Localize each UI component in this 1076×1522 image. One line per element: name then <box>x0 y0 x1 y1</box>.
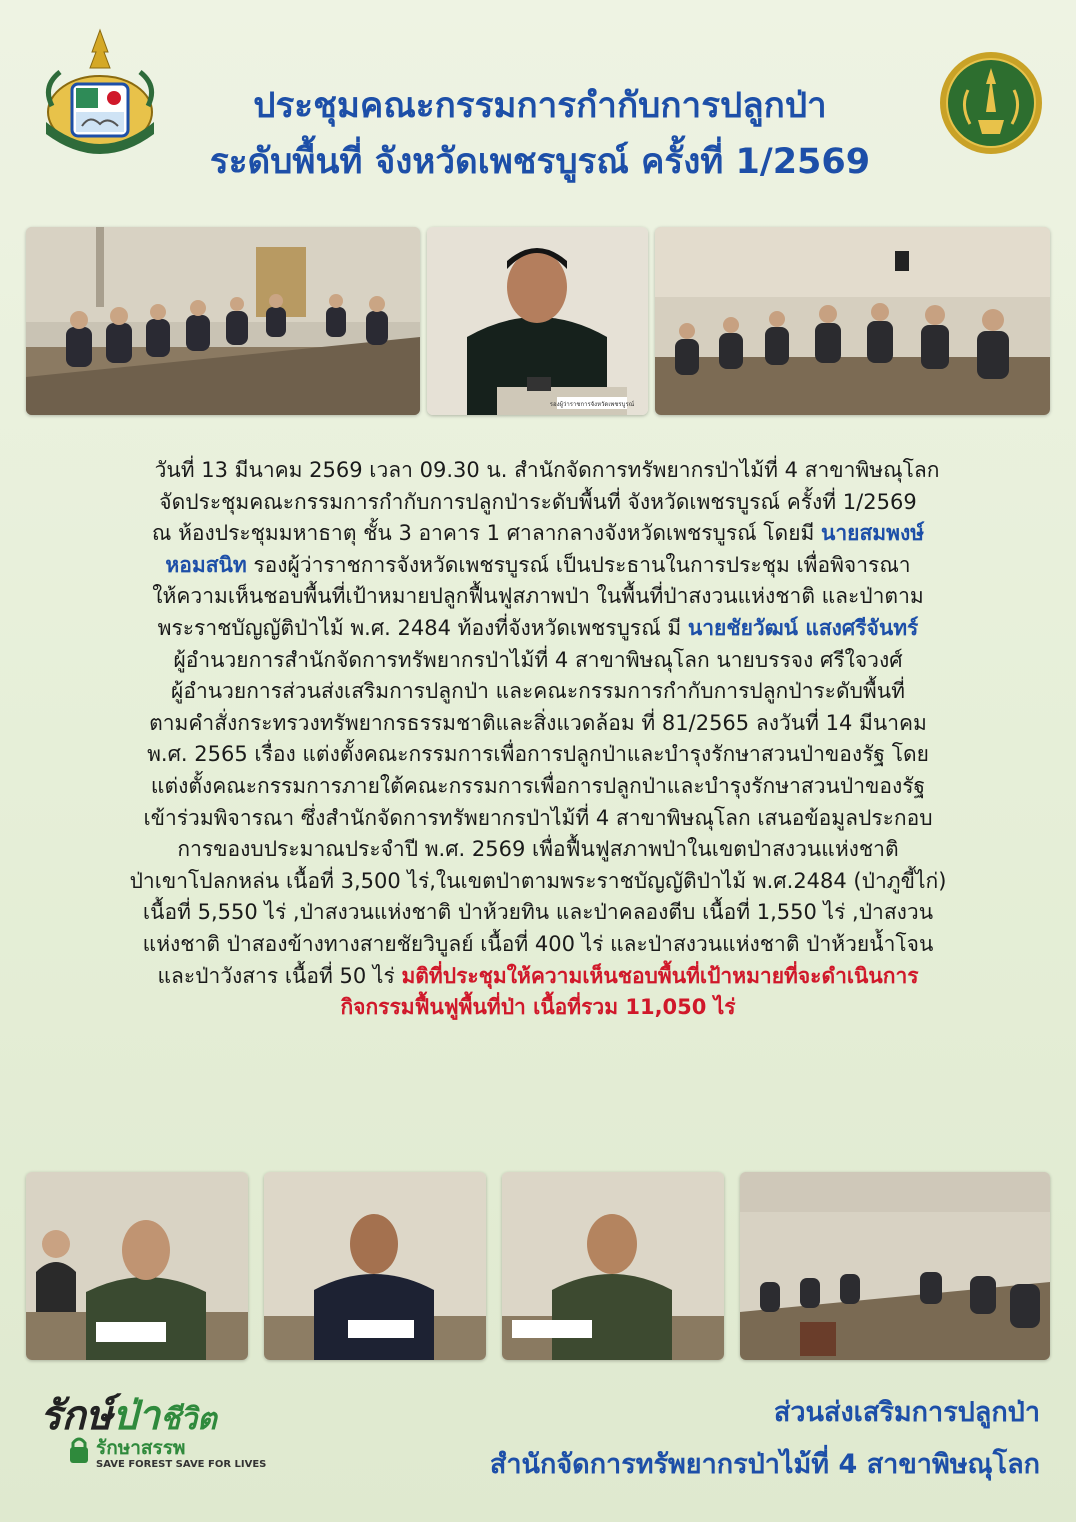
meeting-photo-bottom-4 <box>740 1172 1050 1360</box>
body-line: เนื้อที่ 5,550 ไร่ ,ป่าสงวนแห่งชาติ ป่าห้วยทิน และป่าคลองตีบ เนื้อที่ 1,550 ไร่ ,ป่าสงวน <box>142 900 934 925</box>
body-line: เข้าร่วมพิจารณา ซึ่งสำนักจัดการทรัพยากรป่าไม้ที่ 4 สาขาพิษณุโลก เสนอข้อมูลประกอบ <box>143 805 933 830</box>
page-title <box>160 78 920 190</box>
nameplate-text: รองผู้ว่าราชการจังหวัดเพชรบูรณ์ <box>549 401 635 408</box>
footer-org-line-2: สำนักจัดการทรัพยากรป่าไม้ที่ 4 สาขาพิษณุโลก <box>489 1449 1040 1480</box>
chairman-name-first: นายสมพงษ์ <box>821 521 925 546</box>
body-line <box>26 550 1050 582</box>
body-line: ผู้อำนวยการสำนักจัดการทรัพยากรป่าไม้ที่ 4 สาขาพิษณุโลก นายบรรจง ศรีใจวงศ์ <box>173 647 903 672</box>
body-line <box>26 613 1050 645</box>
body-line: ตามคำสั่งกระทรวงทรัพยากรธรรมชาติและสิ่งแวดล้อม ที่ 81/2565 ลงวันที่ 14 มีนาคม <box>149 710 927 735</box>
body-line <box>26 961 1050 993</box>
title-line-1: ประชุมคณะกรรมการกำกับการปลูกป่า <box>253 86 827 126</box>
resolution-text: มติที่ประชุมให้ความเห็นชอบพื้นที่เป้าหมายที่จะดำเนินการ <box>401 963 919 988</box>
provincial-seal-icon <box>38 26 162 160</box>
logo-tagline: SAVE FOREST SAVE FOR LIVES <box>96 1459 267 1470</box>
body-line <box>26 518 1050 550</box>
logo-word-2: ป่า <box>112 1393 160 1439</box>
body-text-segment: พระราชบัญญัติป่าไม้ พ.ศ. 2484 ท้องที่จังหวัดเพชรบูรณ์ มี <box>157 615 688 640</box>
body-line: ผู้อำนวยการส่วนส่งเสริมการปลูกป่า และคณะกรรมการกำกับการปลูกป่าระดับพื้นที่ <box>171 679 905 704</box>
body-line: การของบประมาณประจำปี พ.ศ. 2569 เพื่อฟื้นฟูสภาพป่าในเขตป่าสงวนแห่งชาติ <box>177 837 899 862</box>
body-text-segment: รองผู้ว่าราชการจังหวัดเพชรบูรณ์ เป็นประธานในการประชุม เพื่อพิจารณา <box>246 552 911 577</box>
meeting-photo-top-center <box>427 227 648 415</box>
body-line: ให้ความเห็นชอบพื้นที่เป้าหมายปลูกฟื้นฟูสภาพป่า ในพื้นที่ป่าสงวนแห่งชาติ และป่าตาม <box>152 584 924 609</box>
body-line: ป่าเขาโปลกหล่น เนื้อที่ 3,500 ไร่,ในเขตป่าตามพระราชบัญญัติป่าไม้ พ.ศ.2484 (ป่าภูขี้ไก่) <box>129 868 947 893</box>
title-line-2: ระดับพื้นที่ จังหวัดเพชรบูรณ์ ครั้งที่ 1/2569 <box>209 142 871 182</box>
body-text-segment: ณ ห้องประชุมมหาธาตุ ชั้น 3 อาคาร 1 ศาลากลางจังหวัดเพชรบูรณ์ โดยมี <box>151 521 822 546</box>
body-line: แต่งตั้งคณะกรรมการภายใต้คณะกรรมการเพื่อการปลูกป่าและบำรุงรักษาสวนป่าของรัฐ <box>150 773 926 798</box>
footer-org-line-1: ส่วนส่งเสริมการปลูกป่า <box>773 1397 1040 1428</box>
article-body <box>26 455 1050 1024</box>
meeting-photo-bottom-1 <box>26 1172 248 1360</box>
meeting-photo-bottom-2 <box>264 1172 486 1360</box>
body-line: วันที่ 13 มีนาคม 2569 เวลา 09.30 น. สำนักจัดการทรัพยากรป่าไม้ที่ 4 สาขาพิษณุโลก <box>154 458 940 482</box>
meeting-photo-bottom-3 <box>502 1172 724 1360</box>
resolution-total-area: กิจกรรมฟื้นฟูพื้นที่ป่า เนื้อที่รวม 11,050 ไร่ <box>340 995 736 1020</box>
save-forest-logo <box>40 1383 267 1483</box>
logo-subtitle: รักษาสรรพ <box>96 1437 186 1459</box>
meeting-photo-top-left <box>26 227 420 415</box>
logo-word-1: รักษ์ <box>40 1393 113 1439</box>
royal-forest-department-seal-icon <box>938 50 1044 156</box>
lock-icon <box>68 1435 90 1465</box>
body-line: พ.ศ. 2565 เรื่อง แต่งตั้งคณะกรรมการเพื่อการปลูกป่าและบำรุงรักษาสวนป่าของรัฐ โดย <box>147 742 929 767</box>
logo-word-3: ชีวิต <box>159 1402 217 1437</box>
body-text-segment: และป่าวังสาร เนื้อที่ 50 ไร่ <box>157 963 402 988</box>
meeting-photo-top-right <box>655 227 1050 415</box>
director-name: นายชัยวัฒน์ แสงศรีจันทร์ <box>687 615 919 640</box>
body-line: จัดประชุมคณะกรรมการกำกับการปลูกป่าระดับพื้นที่ จังหวัดเพชรบูรณ์ ครั้งที่ 1/2569 <box>159 489 917 514</box>
body-line: แห่งชาติ ป่าสองข้างทางสายชัยวิบูลย์ เนื้อที่ 400 ไร่ และป่าสงวนแห่งชาติ ป่าห้วยน้ำโจน <box>142 931 934 956</box>
chairman-name-last: หอมสนิท <box>165 552 247 577</box>
